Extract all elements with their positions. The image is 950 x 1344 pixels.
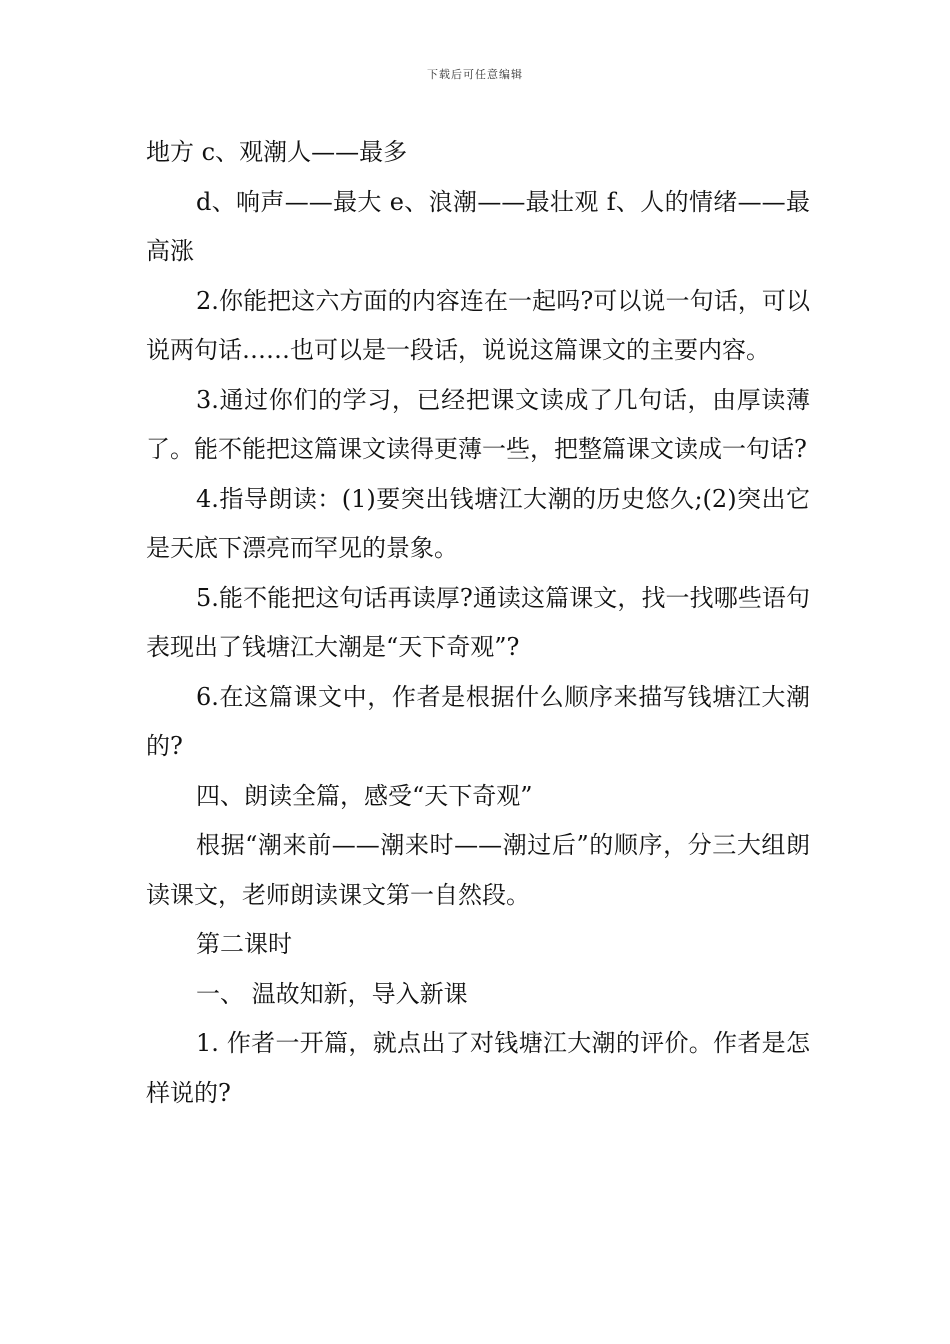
paragraph-question-4: 4.指导朗读：(1)要突出钱塘江大潮的历史悠久;(2)突出它是天底下漂亮而罕见的景象。	[146, 484, 810, 562]
section-heading-four: 四、朗读全篇，感受“天下奇观”	[196, 781, 533, 810]
paragraph-question-2: 2.你能把这六方面的内容连在一起吗?可以说一句话，可以说两句话……也可以是一段话，说说这篇课文的主要内容。	[146, 286, 810, 364]
lesson-heading-second: 第二课时	[196, 930, 292, 958]
paragraph-aspects: d、响声——最大 e、浪潮——最壮观 f、人的情绪——最高涨	[146, 187, 810, 265]
section-heading-one: 一、 温故知新，导入新课	[196, 979, 468, 1008]
paragraph-question-1: 1. 作者一开篇，就点出了对钱塘江大潮的评价。作者是怎样说的?	[146, 1029, 810, 1107]
paragraph-question-5: 5.能不能把这句话再读厚?通读这篇课文，找一找哪些语句表现出了钱塘江大潮是“天下奇观”?	[146, 583, 810, 661]
paragraph-question-6: 6.在这篇课文中，作者是根据什么顺序来描写钱塘江大潮的?	[146, 682, 810, 760]
paragraph-question-3: 3.通过你们的学习，已经把课文读成了几句话，由厚读薄了。能不能把这篇课文读得更薄一些，把整篇课文读成一句话?	[146, 385, 810, 463]
document-body	[146, 128, 810, 1118]
paragraph-reading-order: 根据“潮来前——潮来时——潮过后”的顺序，分三大组朗读课文，老师朗读课文第一自然段。	[146, 831, 810, 909]
header-note: 下载后可任意编辑	[427, 68, 523, 81]
paragraph-continuation: 地方 c、观潮人——最多	[146, 138, 408, 166]
